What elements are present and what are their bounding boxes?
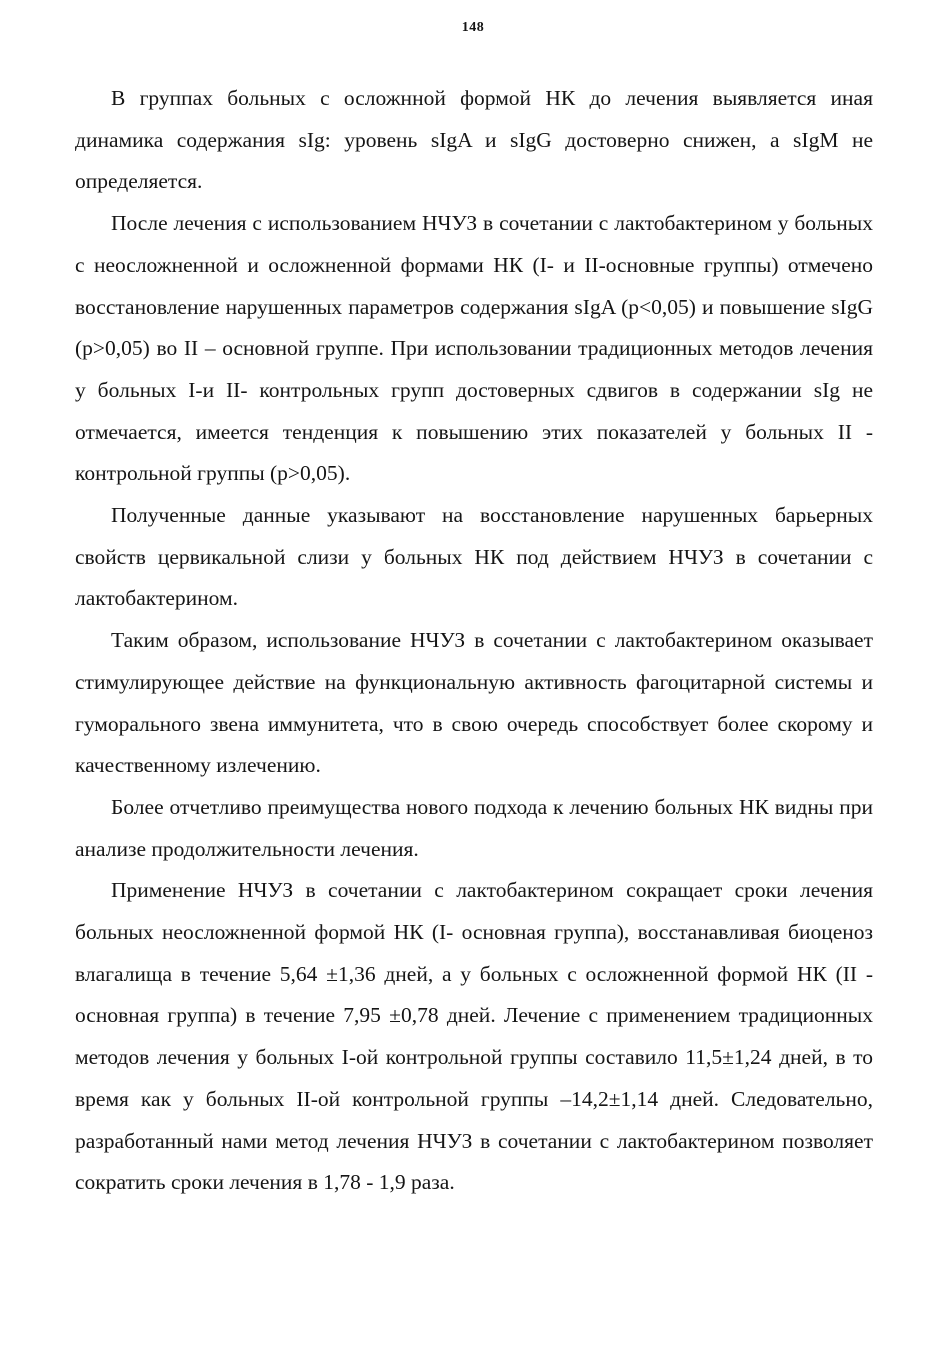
paragraph-3: Полученные данные указывают на восстановление нарушенных барьерных свойств цервикальной слизи у больных НК под действием НЧУЗ в сочетании с лактобактерином. (75, 503, 873, 611)
body-text (75, 78, 873, 1204)
paragraph-1: В группах больных с осложнной формой НК до лечения выявляется иная динамика содержания sIg: уровень sIgA и sIgG достоверно снижен, а sIgM не определяется. (75, 86, 873, 194)
paragraph-5: Более отчетливо преимущества нового подхода к лечению больных НК видны при анализе продолжительности лечения. (75, 794, 873, 861)
paragraph-2: После лечения с использованием НЧУЗ в сочетании с лактобактерином у больных с неосложненной и осложненной формами НК (I- и II-основные группы) отмечено восстановление нарушенных параметров содержания sIgA (p<0,05) и повышение sIgG (p>0,05) во II – основной группе. При использовании традиционных методов лечения у больных I-и II- контрольных групп достоверных сдвигов в содержании sIg не отмечается, имеется тенденция к повышению этих показателей у больных II - контрольной группы (p>0,05). (75, 211, 873, 486)
page-number: 148 (461, 20, 485, 35)
paragraph-6: Применение НЧУЗ в сочетании с лактобактерином сокращает сроки лечения больных неосложненной формой НК (I- основная группа), восстанавливая биоценоз влагалища в течение 5,64 ±1,36 дней, а у больных с осложненной формой НК (II - основная группа) в течение 7,95 ±0,78 дней. Лечение с применением традиционных методов лечения у больных I-ой контрольной группы составило 11,5±1,24 дней, в то время как у больных II-ой контрольной группы –14,2±1,14 дней. Следовательно, разработанный нами метод лечения НЧУЗ в сочетании с лактобактерином позволяет сократить сроки лечения в 1,78 - 1,9 раза. (75, 878, 873, 1195)
paragraph-4: Таким образом, использование НЧУЗ в сочетании с лактобактерином оказывает стимулирующее действие на функциональную активность фагоцитарной системы и гуморального звена иммунитета, что в свою очередь способствует более скорому и качественному излечению. (75, 628, 873, 778)
